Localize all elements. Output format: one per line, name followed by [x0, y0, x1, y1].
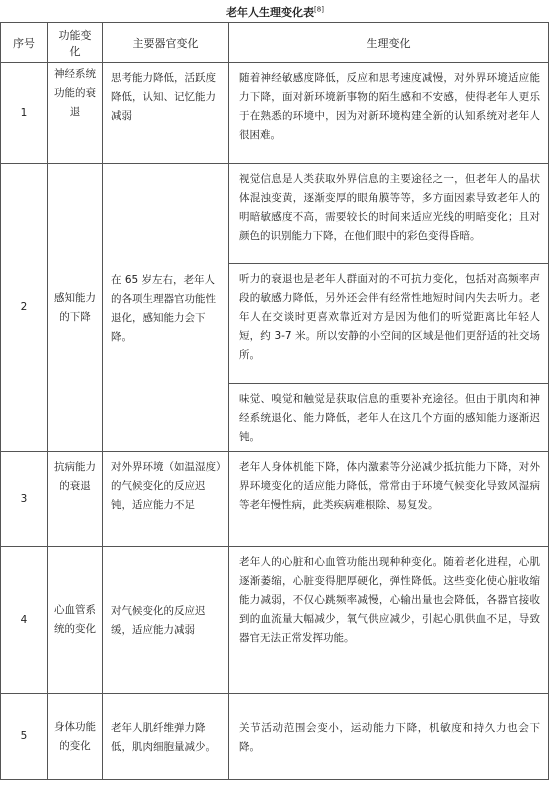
organ-cell: 老年人肌纤维弹力降低，肌肉细胞量减少。: [103, 694, 229, 780]
change-cell: 听力的衰退也是老年人群面对的不可抗力变化，包括对高频率声段的敏感力降低，另外还会伴有经常性地短时间内失去听力。老年人在交谈时更喜欢靠近对方是因为他们的听觉距离比年轻人短，约 3-7 米。所以安静的小空间的区域是他们更舒适的社交场所。: [229, 264, 549, 384]
row-number: 4: [1, 547, 48, 694]
function-cell: 神经系统功能的衰退: [48, 63, 103, 164]
row-number: 2: [1, 164, 48, 452]
organ-cell: 思考能力降低，活跃度降低，认知、记忆能力减弱: [103, 63, 229, 164]
row-number: 1: [1, 63, 48, 164]
header-physio-change: 生理变化: [229, 23, 549, 63]
table-title-reference: [8]: [314, 5, 324, 14]
table-title-text: 老年人生理变化表: [226, 6, 315, 19]
change-cell: 关节活动范围会变小，运动能力下降，机敏度和持久力也会下降。: [229, 694, 549, 780]
change-cell: 视觉信息是人类获取外界信息的主要途径之一，但老年人的晶状体混浊变黄，逐渐变厚的眼角膜等等，多方面因素导致老年人的明暗敏感度不高，需要较长的时间来适应光线的明暗变化；且对颜色的识别能力下降，在他们眼中的彩色变得昏暗。: [229, 164, 549, 264]
table-row: [1, 63, 549, 164]
header-no: 序号: [1, 23, 48, 63]
physiological-change-table: [0, 22, 549, 780]
change-cell: 随着神经敏感度降低，反应和思考速度减慢，对外界环境适应能力下降，面对新环境新事物的陌生感和不安感，使得老年人更乐于在熟悉的环境中，因为对新环境构建全新的认知系统对老年人很困难。: [229, 63, 549, 164]
function-cell: 身体功能的变化: [48, 694, 103, 780]
organ-cell: 对外界环境（如温湿度）的气候变化的反应迟钝，适应能力不足: [103, 452, 229, 547]
row-number: 3: [1, 452, 48, 547]
header-row: [1, 23, 549, 63]
organ-cell: 在 65 岁左右，老年人的各项生理器官功能性退化，感知能力会下降。: [103, 164, 229, 452]
organ-cell: 对气候变化的反应迟缓，适应能力减弱: [103, 547, 229, 694]
change-cell: 味觉、嗅觉和触觉是获取信息的重要补充途径。但由于肌肉和神经系统退化、能力降低，老年人在这几个方面的感知能力逐渐迟钝。: [229, 384, 549, 452]
change-cell: 老年人身体机能下降，体内激素等分泌减少抵抗能力下降，对外界环境变化的适应能力降低，常常由于环境气候变化导致风湿病等老年慢性病，此类疾病难根除、易复发。: [229, 452, 549, 547]
row-number: 5: [1, 694, 48, 780]
function-cell: 心血管系统的变化: [48, 547, 103, 694]
function-cell: 抗病能力的衰退: [48, 452, 103, 547]
header-organ-change: 主要器官变化: [103, 23, 229, 63]
table-row: [1, 694, 549, 780]
function-cell: 感知能力的下降: [48, 164, 103, 452]
header-function-change: 功能变化: [48, 23, 103, 63]
table-title: [0, 4, 550, 20]
table-row: [1, 547, 549, 694]
change-cell: 老年人的心脏和心血管功能出现种种变化。随着老化进程，心肌逐渐萎缩，心脏变得肥厚硬化，弹性降低。这些变化使心脏收缩能力减弱，不仅心跳频率减慢，心输出量也会降低，各器官接收到的血流量大幅减少，氧气供应减少，引起心肌供血不足，导致器官无法正常发挥功能。: [229, 547, 549, 694]
table-row: [1, 164, 549, 264]
table-row: [1, 452, 549, 547]
